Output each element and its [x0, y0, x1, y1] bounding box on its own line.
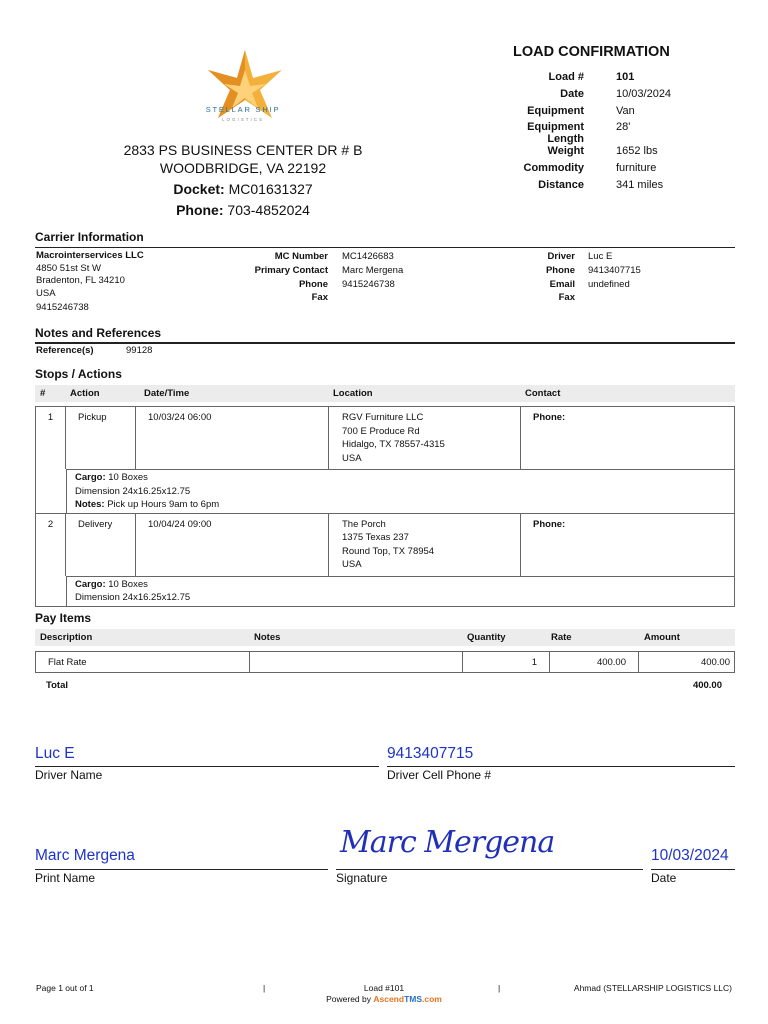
driver-name-line — [35, 766, 379, 767]
driver-value: Luc E — [588, 251, 613, 262]
pay-quantity: 1 — [463, 652, 550, 672]
driver-email-value: undefined — [588, 278, 630, 290]
stop-location-country: USA — [342, 559, 362, 570]
notes-section-title: Notes and References — [35, 326, 162, 340]
signature-label: Signature — [336, 871, 388, 885]
print-name-value: Marc Mergena — [35, 847, 135, 864]
pay-col-notes: Notes — [254, 632, 281, 643]
company-docket — [60, 179, 426, 199]
driver-label: Driver — [547, 251, 575, 262]
cargo-label: Cargo: — [75, 578, 106, 590]
date-value: 10/03/2024 — [616, 87, 672, 100]
signature-image: Marc Mergena — [340, 825, 555, 860]
driver-email-label: Email — [549, 278, 575, 290]
reference-value: 99128 — [126, 345, 153, 356]
carrier-contact-labels — [228, 250, 328, 305]
carrier-phone-value: 9415246738 — [342, 278, 395, 290]
print-name-line — [35, 869, 328, 870]
date-signed-line — [651, 869, 735, 870]
logo-subtitle: LOGISTICS — [221, 117, 264, 122]
load-number-value: 101 — [616, 71, 635, 83]
pay-section-title: Pay Items — [35, 611, 92, 625]
driver-cell-value: 9413407715 — [387, 745, 474, 762]
brand-tms: TMS — [404, 994, 423, 1004]
pay-notes — [250, 652, 463, 672]
carrier-country: USA — [36, 287, 56, 299]
load-details-table — [490, 71, 671, 196]
footer-separator: | — [263, 983, 266, 993]
stops-col-action: Action — [70, 388, 100, 399]
driver-fax-label: Fax — [558, 292, 575, 304]
carrier-city: Bradenton, FL 34210 — [36, 275, 125, 286]
stop-block — [36, 406, 734, 513]
equipment-length-value: 28' — [616, 121, 631, 134]
distance-value: 341 miles — [616, 178, 664, 191]
stop-datetime: 10/03/24 06:00 — [136, 407, 329, 469]
pay-header — [35, 629, 735, 646]
brand-ascend: Ascend — [373, 994, 405, 1004]
commodity-value: furniture — [616, 162, 657, 175]
stops-col-location: Location — [333, 388, 373, 399]
driver-name-label: Driver Name — [35, 768, 103, 782]
pay-col-rate: Rate — [551, 632, 572, 643]
stops-section-title: Stops / Actions — [35, 367, 122, 381]
stop-number: 2 — [36, 514, 66, 576]
pay-col-description: Description — [40, 632, 93, 643]
stop-location — [329, 407, 521, 469]
equipment-value: Van — [616, 104, 635, 117]
stop-block — [36, 513, 734, 606]
date-signed-label: Date — [651, 871, 677, 885]
cargo-notes-value: Pick up Hours 9am to 6pm — [104, 499, 220, 510]
reference-label: Reference(s) — [36, 345, 94, 356]
docket-label: Docket: — [173, 181, 225, 197]
primary-contact-value: Marc Mergena — [342, 264, 404, 276]
stop-location-city: Round Top, TX 78954 — [342, 545, 435, 557]
footer-load: Load #101 — [363, 983, 405, 993]
date-label: Date — [560, 87, 584, 100]
cargo-value: 10 Boxes — [105, 472, 148, 483]
commodity-label: Commodity — [523, 162, 584, 175]
pay-rate: 400.00 — [550, 652, 639, 672]
stop-action: Delivery — [66, 514, 136, 576]
company-phone — [60, 200, 426, 220]
stop-location-name: RGV Furniture LLC — [342, 412, 424, 423]
stop-contact: Phone: — [533, 518, 566, 530]
driver-cell-label: Driver Cell Phone # — [387, 768, 492, 782]
driver-name-value: Luc E — [35, 745, 75, 762]
mc-number-label: MC Number — [274, 251, 328, 262]
carrier-fax-label: Fax — [311, 292, 328, 304]
pay-col-amount: Amount — [644, 632, 680, 643]
cargo-value: 10 Boxes — [105, 578, 148, 590]
footer-page: Page 1 out of 1 — [36, 983, 94, 993]
stop-location-city: Hidalgo, TX 78557-4315 — [342, 439, 445, 450]
docket-value: MC01631327 — [228, 181, 313, 197]
driver-phone-label: Phone — [545, 264, 575, 276]
logo-name: STELLAR SHIP — [205, 105, 281, 114]
pay-description: Flat Rate — [36, 652, 250, 672]
carrier-street: 4850 51st St W — [36, 262, 101, 274]
stop-cargo — [66, 469, 734, 513]
stop-action: Pickup — [66, 407, 136, 469]
driver-phone-value: 9413407715 — [588, 264, 641, 276]
equipment-length-label: Equipment Length — [527, 121, 584, 146]
stops-header — [35, 385, 735, 402]
stop-location-street: 1375 Texas 237 — [342, 532, 409, 543]
pay-total-label: Total — [46, 680, 68, 691]
stop-location — [329, 514, 521, 576]
brand-com: .com — [422, 994, 442, 1004]
pay-total-value: 400.00 — [692, 680, 722, 691]
carrier-contact-values — [342, 250, 403, 291]
driver-cell-line — [387, 766, 735, 767]
phone-label: Phone: — [176, 202, 224, 218]
stop-location-name: The Porch — [342, 518, 386, 530]
weight-value: 1652 lbs — [616, 145, 658, 158]
date-signed-value: 10/03/2024 — [651, 847, 729, 864]
driver-labels — [480, 250, 575, 305]
stops-col-num: # — [40, 388, 46, 399]
stop-row — [36, 513, 734, 576]
stop-location-country: USA — [342, 452, 362, 464]
stops-col-datetime: Date/Time — [144, 388, 190, 399]
notes-divider — [35, 342, 735, 344]
carrier-name: Macrointerservices LLC — [36, 250, 144, 261]
company-address-line2: WOODBRIDGE, VA 22192 — [159, 160, 327, 176]
equipment-label: Equipment — [527, 104, 584, 117]
carrier-phone: 9415246738 — [36, 302, 89, 313]
stop-contact: Phone: — [533, 412, 566, 423]
carrier-phone-label: Phone — [298, 278, 328, 290]
load-number-label: Load # — [548, 71, 584, 83]
stops-table — [35, 406, 735, 607]
primary-contact-label: Primary Contact — [254, 264, 328, 276]
carrier-address-block — [36, 250, 144, 315]
stop-row — [36, 406, 734, 469]
powered-by-text: Powered by — [326, 994, 374, 1004]
stops-col-contact: Contact — [525, 388, 561, 399]
print-name-label: Print Name — [35, 871, 96, 885]
mc-number-value: MC1426683 — [342, 251, 394, 262]
cargo-dimension: Dimension 24x16.25x12.75 — [75, 592, 191, 603]
pay-table — [35, 629, 735, 673]
distance-label: Distance — [538, 178, 584, 191]
pay-amount: 400.00 — [700, 657, 730, 668]
footer-powered-by — [300, 994, 468, 1004]
carrier-section-title: Carrier Information — [35, 230, 144, 244]
stop-cargo — [66, 576, 734, 606]
star-logo-icon — [200, 48, 290, 128]
cargo-dimension: Dimension 24x16.25x12.75 — [75, 485, 191, 497]
footer-user: Ahmad (STELLARSHIP LOGISTICS LLC) — [573, 983, 732, 993]
company-address-line1: 2833 PS BUSINESS CENTER DR # B — [123, 142, 363, 158]
signature-line — [336, 869, 643, 870]
cargo-label: Cargo: — [75, 472, 106, 483]
phone-value: 703-4852024 — [227, 202, 310, 218]
cargo-notes-label: Notes: — [75, 499, 105, 510]
pay-row — [35, 651, 735, 673]
carrier-divider — [35, 247, 735, 248]
driver-values — [588, 250, 641, 291]
footer-separator: | — [498, 983, 501, 993]
stop-location-street: 700 E Produce Rd — [342, 425, 420, 437]
stop-number: 1 — [36, 407, 66, 469]
load-confirmation-title: LOAD CONFIRMATION — [513, 44, 670, 60]
weight-label: Weight — [547, 145, 584, 158]
pay-col-quantity: Quantity — [467, 632, 506, 643]
stop-datetime: 10/04/24 09:00 — [136, 514, 329, 576]
